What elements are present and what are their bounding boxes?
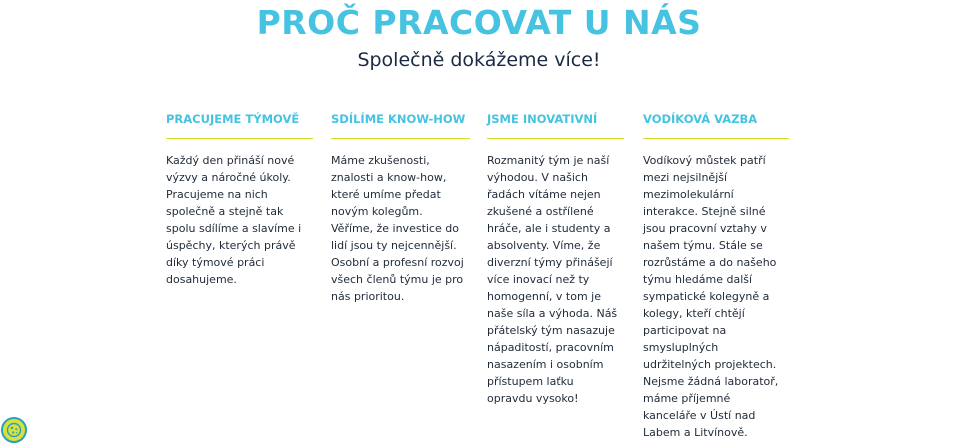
text-line: kolegy, kteří chtějí	[643, 307, 745, 320]
text-line: nasazením i osobním	[487, 358, 604, 371]
column-text	[487, 152, 624, 407]
text-line: výhodou. V našich	[487, 171, 588, 184]
text-line: udržitelných projektech.	[643, 358, 777, 371]
text-line: Máme zkušenosti,	[331, 154, 430, 167]
column-hydrogen-bond	[643, 110, 789, 441]
text-line: smysluplných	[643, 341, 719, 354]
text-line: Každý den přináší nové	[166, 154, 295, 167]
section-subtitle: Společně dokážeme více!	[357, 49, 601, 71]
cookie-settings-button[interactable]	[1, 417, 27, 443]
text-line: interakce. Stejně silné	[643, 205, 766, 218]
text-line: Osobní a profesní rozvoj	[331, 256, 464, 269]
text-line: přístupem laťku	[487, 375, 574, 388]
column-title: JSME INOVATIVNÍ	[487, 110, 624, 139]
text-line: sympatické kolegyně a	[643, 290, 770, 303]
text-line: hráče, ale i studenty a	[487, 222, 611, 235]
text-line: absolventy. Víme, že	[487, 239, 601, 252]
text-line: našem týmu. Stále se	[643, 239, 763, 252]
text-line: nápaditostí, pracovním	[487, 341, 614, 354]
text-line: Labem a Litvínově.	[643, 426, 748, 439]
text-line: úspěchy, kterých právě	[166, 239, 296, 252]
cookie-icon	[6, 422, 22, 438]
text-line: Nejsme žádná laboratoř,	[643, 375, 779, 388]
text-line: Věříme, že investice do	[331, 222, 459, 235]
text-line: máme příjemné	[643, 392, 731, 405]
column-text	[331, 152, 470, 305]
text-line: homogenní, v tom je	[487, 290, 601, 303]
text-line: mezi nejsilnější	[643, 171, 728, 184]
text-line: rozrůstáme a do našeho	[643, 256, 777, 269]
column-title: PRACUJEME TÝMOVĚ	[166, 110, 313, 139]
text-line: mezimolekulární	[643, 188, 734, 201]
text-line: lidí jsou ty nejcennější.	[331, 239, 457, 252]
text-line: všech členů týmu je pro	[331, 273, 464, 286]
column-teamwork	[166, 110, 313, 288]
text-line: společně a stejně tak	[166, 205, 284, 218]
text-line: naše síla a výhoda. Náš	[487, 307, 618, 320]
column-text	[643, 152, 789, 441]
text-line: jsou pracovní vztahy v	[643, 222, 767, 235]
column-text	[166, 152, 313, 288]
text-line: kanceláře v Ústí nad	[643, 409, 756, 422]
text-line: zkušené a ostřílené	[487, 205, 594, 218]
text-line: Rozmanitý tým je naší	[487, 154, 610, 167]
text-line: přátelský tým nasazuje	[487, 324, 615, 337]
text-line: Pracujeme na nich	[166, 188, 268, 201]
text-line: novým kolegům.	[331, 205, 423, 218]
text-line: diverzní týmy přinášejí	[487, 256, 613, 269]
text-line: díky týmové práci	[166, 256, 265, 269]
text-line: výzvy a náročné úkoly.	[166, 171, 291, 184]
text-line: týmu hledáme další	[643, 273, 753, 286]
text-line: řadách vítáme nejen	[487, 188, 601, 201]
text-line: nás prioritou.	[331, 290, 405, 303]
column-title: SDÍLÍME KNOW-HOW	[331, 110, 470, 139]
column-innovative	[487, 110, 624, 407]
text-line: dosahujeme.	[166, 273, 237, 286]
text-line: Vodíkový můstek patří	[643, 154, 766, 167]
text-line: participovat na	[643, 324, 727, 337]
text-line: znalosti a know-how,	[331, 171, 447, 184]
section-title: PROČ PRACOVAT U NÁS	[256, 3, 702, 42]
column-title: VODÍKOVÁ VAZBA	[643, 110, 789, 139]
column-know-how	[331, 110, 470, 305]
text-line: spolu sdílíme a slavíme i	[166, 222, 302, 235]
text-line: opravdu vysoko!	[487, 392, 579, 405]
text-line: které umíme předat	[331, 188, 441, 201]
text-line: více inovací než ty	[487, 273, 590, 286]
